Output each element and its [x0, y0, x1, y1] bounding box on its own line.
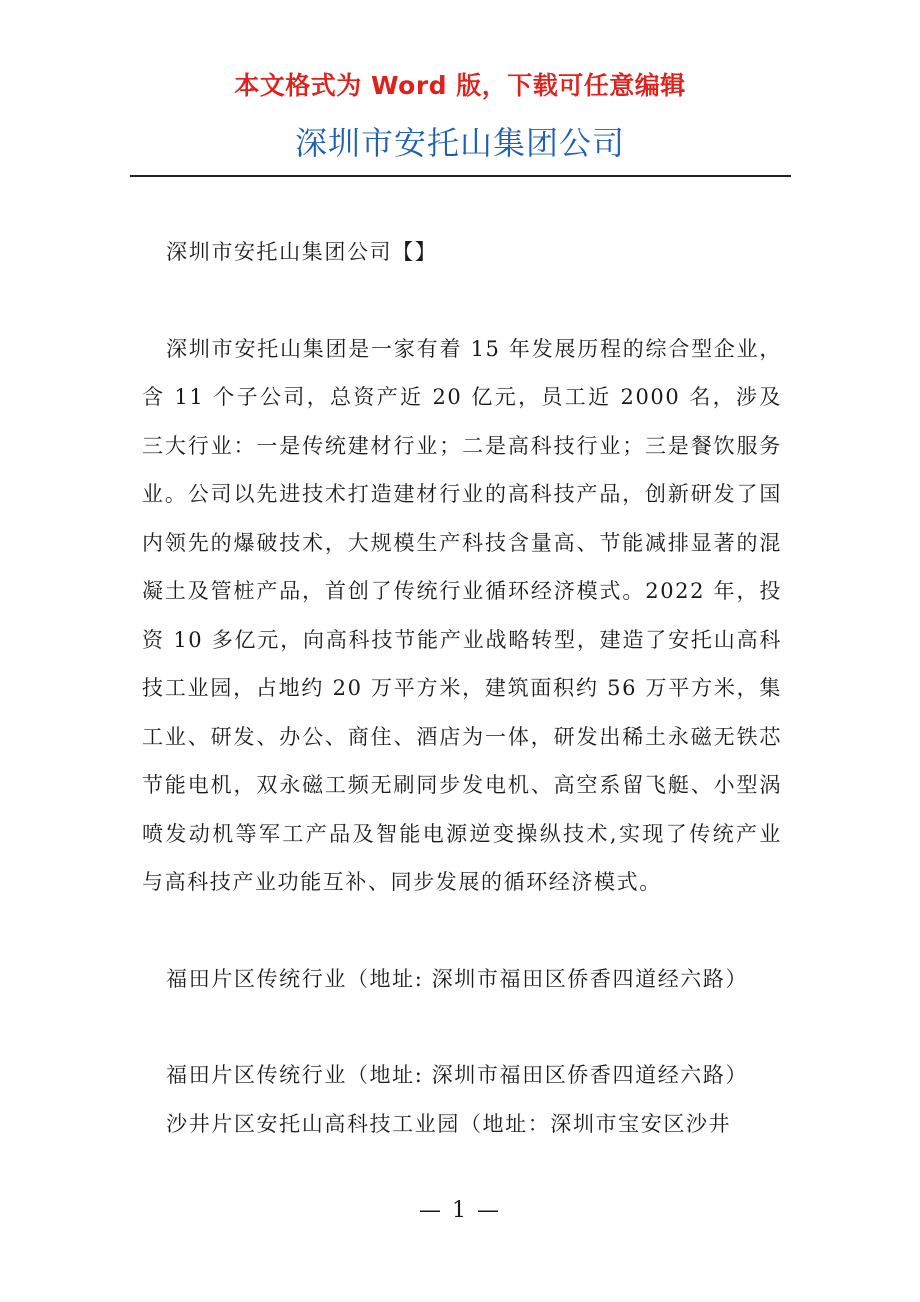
document-title: 深圳市安托山集团公司	[294, 124, 625, 162]
format-notice: 本文格式为 Word 版，下载可任意编辑	[234, 71, 686, 100]
location-line-shajing: 沙井片区安托山高科技工业园（地址：深圳市宝安区沙井	[166, 1111, 732, 1136]
location-line-futian-2: 福田片区传统行业（地址: 深圳市福田区侨香四道经六路）	[166, 1063, 749, 1087]
document-body	[142, 228, 782, 1148]
page-number: — 1 —	[419, 1198, 501, 1223]
location-line-futian-1: 福田片区传统行业（地址: 深圳市福田区侨香四道经六路）	[166, 966, 749, 991]
company-introduction-paragraph: 深圳市安托山集团是一家有着 15 年发展历程的综合型企业，含 11 个子公司，总资产近 20 亿元，员工近 2000 名，涉及三大行业：一是传统建材行业；二是高科技行业；三是餐饮服务业。公司以先进技术打造建材行业的高科技产品，创新研发了国内领先的爆破技术，大规模生产科技含量高、节能减排显著的混凝土及管桩产品，首创了传统行业循环经济模式。2022 年，投资 10 多亿元，向高科技节能产业战略转型，建造了安托山高科技工业园，占地约 20 万平方米，建筑面积约 56 万平方米，集工业、研发、办公、商住、酒店为一体，研发出稀土永磁无铁芯节能电机，双永磁工频无刷同步发电机、高空系留飞艇、小型涡喷发动机等军工产品及智能电源逆变操纵技术,实现了传统产业与高科技产业功能互补、同步发展的循环经济模式。	[142, 336, 782, 894]
section-heading: 深圳市安托山集团公司【】	[166, 240, 438, 264]
header-divider	[130, 175, 791, 177]
